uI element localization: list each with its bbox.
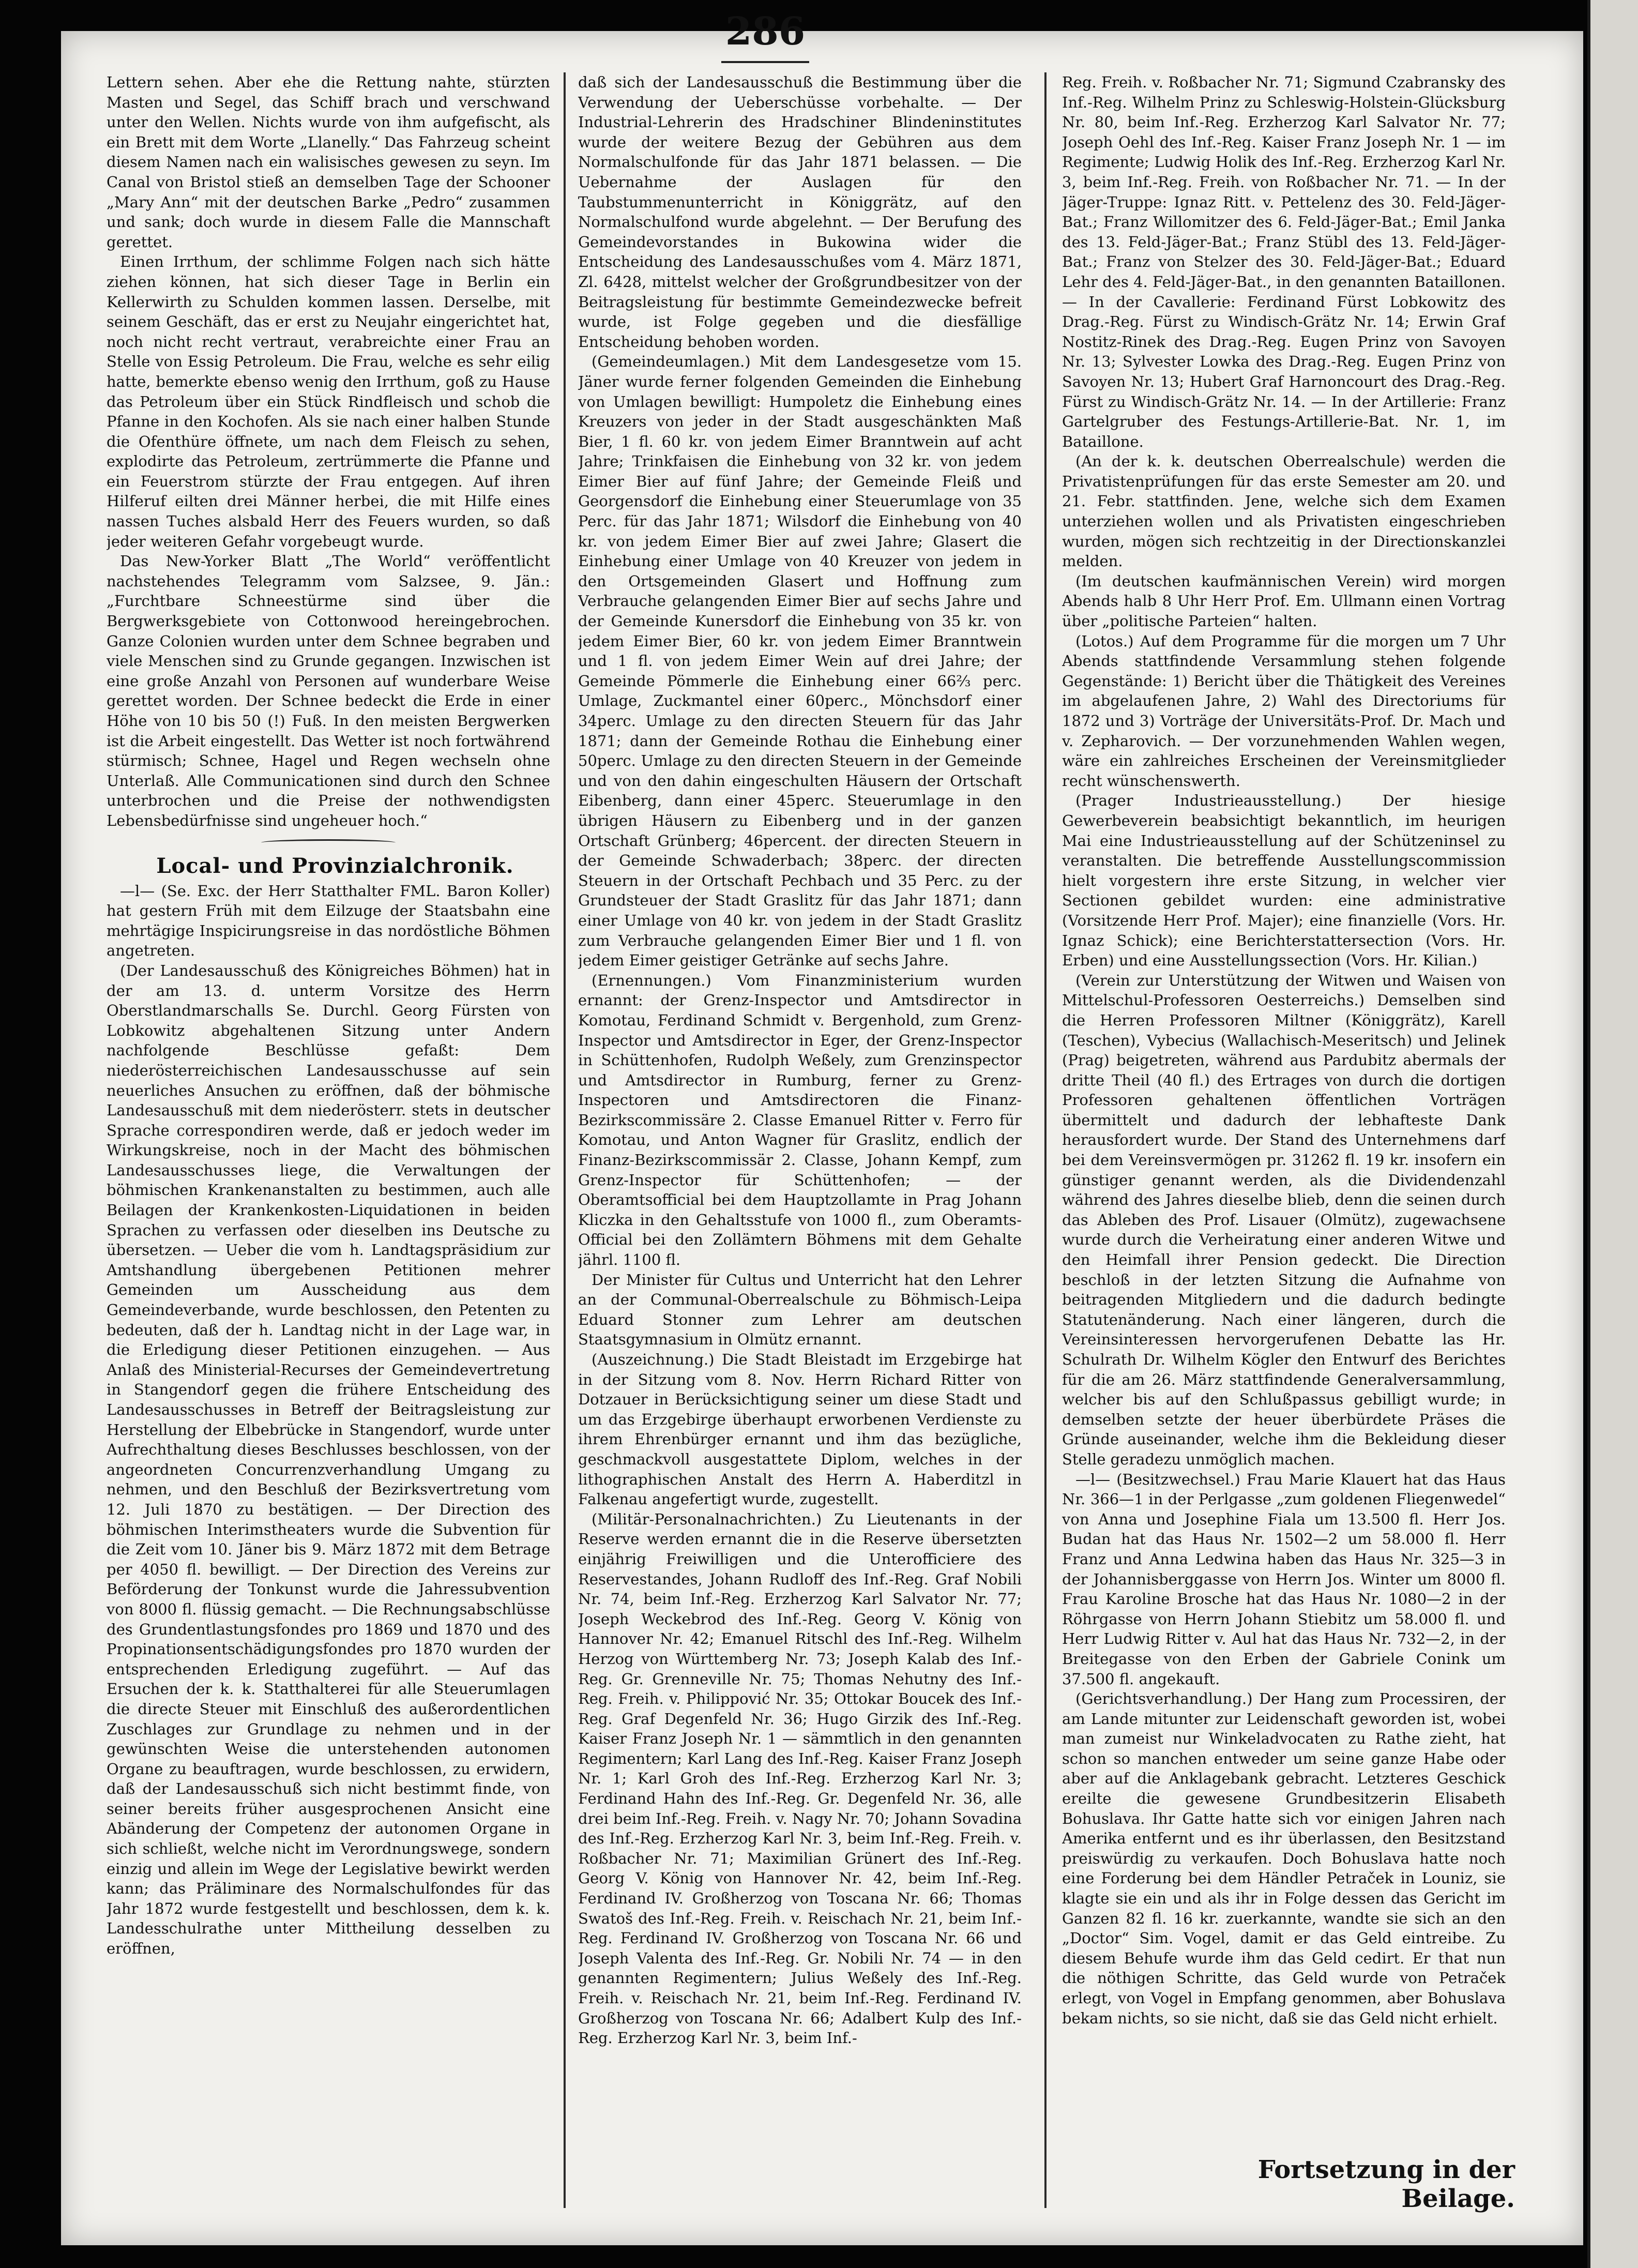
column-1: [107, 72, 550, 2136]
article-paragraph: —l— (Besitzwechsel.) Frau Marie Klauert hat das Haus Nr. 366—1 in der Perlgasse „zum goldenen Fliegenwedel“ von Anna und Josephine Fiala um 13.500 fl. Herr Jos. Budan hat das Haus Nr. 1502—2 um 58.000 fl. Herr Franz und Anna Ledwina haben das Haus Nr. 325—3 in der Johannisberggasse von Herrn Jos. Winter um 8000 fl. Frau Karoline Brosche hat das Haus Nr. 1080—2 in der Röhrgasse von Herrn Johann Stiebitz um 58.000 fl. und Herr Ludwig Ritter v. Aul hat das Haus Nr. 732—2, in der Breitegasse von den Erben der Gabriele Conink um 37.500 fl. angekauft.: [1062, 1470, 1506, 1688]
article-paragraph: (Im deutschen kaufmännischen Verein) wird morgen Abends halb 8 Uhr Herr Prof. Em. Ullmann einen Vortrag über „politische Parteien“ halten.: [1062, 572, 1506, 630]
page-number: 286: [725, 9, 806, 54]
column-3: [1062, 72, 1506, 2136]
article-paragraph: Lettern sehen. Aber ehe die Rettung nahte, stürzten Masten und Segel, das Schiff brach und verschwand unter den Wellen. Nichts wurde von ihm aufgefischt, als ein Brett mit dem Worte „Llanelly.“ Das Fahrzeug scheint diesem Namen nach ein walisisches gewesen zu seyn. Im Canal von Bristol stieß an demselben Tage der Schooner „Mary Ann“ mit der deutschen Barke „Pedro“ zusammen und sank; doch wurde in diesem Falle die Mannschaft gerettet.: [107, 73, 550, 251]
page-number-flourish: [721, 61, 809, 67]
continuation-note: Fortsetzung in der Beilage.: [1257, 2155, 1515, 2213]
article-paragraph: (Gemeindeumlagen.) Mit dem Landesgesetze vom 15. Jäner wurde ferner folgenden Gemeinden die Einhebung von Umlagen bewilligt: Humpoletz die Einhebung eines Kreuzers von jeder in der Stadt ausgeschänkten Maß Bier, 1 fl. 60 kr. von jedem Eimer Branntwein auf acht Jahre; Trinkfaisen die Einhebung von 32 kr. von jedem Eimer Bier auf fünf Jahre; der Gemeinde Fleiß und Georgensdorf die Einhebung einer Steuerumlage von 35 Perc. für das Jahr 1871; Wilsdorf die Einhebung von 40 kr. von jedem Eimer Bier auf zwei Jahre; Glasert die Einhebung einer Umlage von 40 Kreuzer von jedem in den Ortsgemeinden Glasert und Hoffnung zum Verbrauche gelangenden Eimer Bier auf sechs Jahre und der Gemeinde Kunersdorf die Einhebung von 35 kr. von jedem Eimer Bier, 60 kr. von jedem Eimer Branntwein und 1 fl. von jedem Eimer Wein auf drei Jahre; der Gemeinde Pömmerle die Einhebung einer 66⅔ perc. Umlage, Zuckmantel einer 60perc., Mönchsdorf einer 34perc. Umlage zu den directen Steuern für das Jahr 1871; dann der Gemeinde Rothau die Einhebung einer 50perc. Umlage zu den directen Steuern in der Gemeinde und von den dahin eingeschulten Häusern der Ortschaft Eibenberg, dann einer 45perc. Steuerumlage in den übrigen Häusern zu Eibenberg und in der ganzen Ortschaft Grünberg; 46percent. der directen Steuern in der Gemeinde Schwaderbach; 38perc. der directen Steuern in der Ortschaft Pechbach und 35 Perc. zu der Grundsteuer der Stadt Graslitz für das Jahr 1871; dann einer Umlage von 40 kr. von jedem in der Stadt Graslitz zum Verbrauche gelangenden Eimer Bier und 1 fl. von jedem Eimer geistiger Getränke auf sechs Jahre.: [578, 353, 1022, 970]
article-paragraph: Reg. Freih. v. Roßbacher Nr. 71; Sigmund Czabransky des Inf.-Reg. Wilhelm Prinz zu Schleswig-Holstein-Glücksburg Nr. 80, beim Inf.-Reg. Erzherzog Karl Salvator Nr. 77; Joseph Oehl des Inf.-Reg. Kaiser Franz Joseph Nr. 1 — im Regimente; Ludwig Holik des Inf.-Reg. Erzherzog Karl Nr. 3, beim Inf.-Reg. Freih. von Roßbacher Nr. 71. — In der Jäger-Truppe: Ignaz Ritt. v. Pettelenz des 30. Feld-Jäger-Bat.; Franz Willomitzer des 6. Feld-Jäger-Bat.; Emil Janka des 13. Feld-Jäger-Bat.; Franz Stübl des 13. Feld-Jäger-Bat.; Franz von Stelzer des 30. Feld-Jäger-Bat.; Eduard Lehr des 4. Feld-Jäger-Bat., in den genannten Bataillonen. — In der Cavallerie: Ferdinand Fürst Lobkowitz des Drag.-Reg. Fürst zu Windisch-Grätz Nr. 14; Erwin Graf Nostitz-Rinek des Drag.-Reg. Eugen Prinz von Savoyen Nr. 13; Sylvester Lowka des Drag.-Reg. Eugen Prinz von Savoyen Nr. 13; Hubert Graf Harnoncourt des Drag.-Reg. Fürst zu Windisch-Grätz Nr. 14. — In der Artillerie: Franz Gartelgruber des Festungs-Artillerie-Bat. Nr. 1, im Bataillone.: [1062, 73, 1506, 450]
article-paragraph: (Gerichtsverhandlung.) Der Hang zum Processiren, der am Lande mitunter zur Leidenschaft geworden ist, wobei man zumeist nur Winkeladvocaten zu Rathe zieht, hat schon so manchen entweder um seine ganze Habe oder aber auf die Anklagebank gebracht. Letzteres Geschick ereilte die gewesene Grundbesitzerin Elisabeth Bohuslava. Ihr Gatte hatte sich vor einigen Jahren nach Amerika entfernt und es ihr überlassen, den Besitzstand preiswürdig zu verkaufen. Doch Bohuslava hatte noch eine Forderung bei dem Händler Petraček in Louniz, sie klagte sie ein und als ihr in Folge dessen das Gericht im Ganzen 82 fl. 16 kr. zuerkannte, wandte sie sich an den „Doctor“ Sim. Vogel, damit er das Geld eintreibe. Zu diesem Behufe wurde ihm das Geld cedirt. Er that nun die nöthigen Schritte, das Geld wurde von Petraček erlegt, von Vogel in Empfang genommen, aber Bohuslava bekam nichts, so sie nicht, daß sie das Geld nicht erhielt.: [1062, 1690, 1506, 2027]
article-paragraph: —l— (Se. Exc. der Herr Statthalter FML. Baron Koller) hat gestern Früh mit dem Eilzuge der Staatsbahn eine mehrtägige Inspicirungsreise in das nordöstliche Böhmen angetreten.: [107, 882, 550, 960]
article-paragraph: (An der k. k. deutschen Oberrealschule) werden die Privatistenprüfungen für das erste Semester am 20. und 21. Febr. stattfinden. Jene, welche sich dem Examen unterziehen wollen und als Privatisten eingeschrieben wurden, mögen sich rechtzeitig in der Directionskanzlei melden.: [1062, 452, 1506, 570]
article-paragraph: (Auszeichnung.) Die Stadt Bleistadt im Erzgebirge hat in der Sitzung vom 8. Nov. Herrn Richard Ritter von Dotzauer in Berücksichtigung seiner um diese Stadt und um das Erzgebirge überhaupt erworbenen Verdienste zu ihrem Ehrenbürger ernannt und ihm das bezügliche, geschmackvoll ausgestattete Diplom, welches in der lithographischen Anstalt des Herrn A. Haberditzl in Falkenau angefertigt wurde, zugestellt.: [578, 1351, 1022, 1508]
article-paragraph: (Lotos.) Auf dem Programme für die morgen um 7 Uhr Abends stattfindende Versammlung stehen folgende Gegenstände: 1) Bericht über die Thätigkeit des Vereines im abgelaufenen Jahre, 2) Wahl des Directoriums für 1872 und 3) Vorträge der Universitäts-Prof. Dr. Mach und v. Zepharovich. — Der vorzunehmenden Wahlen wegen, wäre ein zahlreiches Erscheinen der Vereinsmitglieder recht wünschenswerth.: [1062, 632, 1506, 790]
article-paragraph: (Der Landesausschuß des Königreiches Böhmen) hat in der am 13. d. unterm Vorsitze des Herrn Oberstlandmarschalls Se. Durchl. Georg Fürsten von Lobkowitz abgehaltenen Sitzung unter Andern nachfolgende Beschlüsse gefaßt: Dem niederösterreichischen Landesausschusse auf sein neuerliches Ansuchen zu eröffnen, daß der böhmische Landesausschuß mit dem niederösterr. stets in deutscher Sprache correspondiren werde, daß er jedoch weder im Wirkungskreise, noch in der Macht des böhmischen Landesausschusses liege, die Verwaltungen der böhmischen Krankenanstalten zu bestimmen, auch alle Beilagen der Krankenkosten-Liquidationen in beiden Sprachen zu verfassen oder dieselben ins Deutsche zu übersetzen. — Ueber die vom h. Landtagspräsidium zur Amtshandlung übergebenen Petitionen mehrer Gemeinden um Ausscheidung aus dem Gemeindeverbande, wurde beschlossen, den Petenten zu bedeuten, daß der h. Landtag nicht in der Lage war, in die Erledigung dieser Petitionen einzugehen. — Aus Anlaß des Ministerial-Recurses der Gemeindevertretung in Stangendorf gegen die frühere Entscheidung des Landesausschusses in Betreff der Beitragsleistung zur Herstellung der Elbebrücke in Stangendorf, wurde unter Aufrechthaltung dieses Beschlusses beschlossen, von der angeordneten Concurrenzverhandlung Umgang zu nehmen, und den Beschluß der Bezirksvertretung vom 12. Juli 1870 zu bestätigen. — Der Direction des böhmischen Interimstheaters wurde die Subvention für die Zeit vom 10. Jäner bis 9. März 1872 mit dem Betrage per 4050 fl. bewilligt. — Der Direction des Vereins zur Beförderung der Tonkunst wurde die Jahressubvention von 8000 fl. flüssig gemacht. — Die Rechnungsabschlüsse des Grundentlastungsfondes pro 1869 und 1870 und des Propinationsentschädigungsfondes pro 1870 wurden der entsprechenden Erledigung zugeführt. — Auf das Ersuchen der k. k. Statthalterei für alle Steuerumlagen die directe Steuer mit Einschluß des außerordentlichen Zuschlages zur Grundlage zu nehmen und in der gewünschten Weise die unterstehenden autonomen Organe zu beauftragen, wurde beschlossen, zu erwidern, daß der Landesausschuß sich nicht bestimmt finde, von seiner bereits früher ausgesprochenen Ansicht eine Abänderung der Competenz der autonomen Organe in sich schließt, welche nicht im Verordnungswege, sondern einzig und allein im Wege der Legislative bewirkt werden kann; das Präliminare des Normalschulfondes für das Jahr 1872 wurde festgestellt und beschlossen, dem k. k. Landesschulrathe unter Mittheilung desselben zu eröffnen,: [107, 961, 550, 1958]
article-paragraph: (Militär-Personalnachrichten.) Zu Lieutenants in der Reserve werden ernannt die in die Reserve übersetzten einjährig Freiwilligen und die Unterofficiere des Reservestandes, Johann Rudloff des Inf.-Reg. Graf Nobili Nr. 74, beim Inf.-Reg. Erzherzog Karl Salvator Nr. 77; Joseph Weckebrod des Inf.-Reg. Georg V. König von Hannover Nr. 42; Emanuel Ritschl des Inf.-Reg. Wilhelm Herzog von Württemberg Nr. 73; Joseph Kalab des Inf.-Reg. Gr. Grenneville Nr. 75; Thomas Nehutny des Inf.-Reg. Freih. v. Philippović Nr. 35; Ottokar Boucek des Inf.-Reg. Graf Degenfeld Nr. 36; Hugo Girzik des Inf.-Reg. Kaiser Franz Joseph Nr. 1 — sämmtlich in den genannten Regimentern; Karl Lang des Inf.-Reg. Kaiser Franz Joseph Nr. 1; Karl Groh des Inf.-Reg. Erzherzog Karl Nr. 3; Ferdinand Hahn des Inf.-Reg. Gr. Degenfeld Nr. 36, alle drei beim Inf.-Reg. Freih. v. Nagy Nr. 70; Johann Sovadina des Inf.-Reg. Erzherzog Karl Nr. 3, beim Inf.-Reg. Freih. v. Roßbacher Nr. 71; Maximilian Grünert des Inf.-Reg. Georg V. König von Hannover Nr. 42, beim Inf.-Reg. Ferdinand IV. Großherzog von Toscana Nr. 66; Thomas Swatoš des Inf.-Reg. Freih. v. Reischach Nr. 21, beim Inf.-Reg. Ferdinand IV. Großherzog von Toscana Nr. 66 und Joseph Valenta des Inf.-Reg. Gr. Nobili Nr. 74 — in den genannten Regimentern; Julius Weßely des Inf.-Reg. Freih. v. Reischach Nr. 21, beim Inf.-Reg. Ferdinand IV. Großherzog von Toscana Nr. 66; Adalbert Kulp des Inf.-Reg. Erzherzog Karl Nr. 3, beim Inf.-: [578, 1510, 1022, 2047]
section-heading: Local- und Provinzialchronik.: [156, 853, 514, 878]
article-paragraph: (Prager Industrieausstellung.) Der hiesige Gewerbeverein beabsichtigt bekanntlich, im heurigen Mai eine Industrieausstellung auf der Schützeninsel zu veranstalten. Die betreffende Ausstellungscommission hielt vorgestern ihre erste Sitzung, in welcher vier Sectionen gebildet wurden: eine administrative (Vorsitzende Herr Prof. Majer); eine finanzielle (Vors. Hr. Ignaz Schick); eine Berichterstattersection (Vors. Hr. Erben) und eine Ausstellungssection (Vors. Hr. Kilian.): [1062, 792, 1506, 970]
column-2: [578, 72, 1022, 2136]
section-ornament: [261, 839, 396, 846]
column-rule: [564, 72, 566, 2208]
article-paragraph: (Verein zur Unterstützung der Witwen und Waisen von Mittelschul-Professoren Oesterreichs.) Demselben sind die Herren Professoren Miltner (Königgrätz), Karell (Teschen), Vybecius (Wallachisch-Meseritsch) und Jelinek (Prag) beigetreten, während aus Pardubitz abermals der dritte Theil (40 fl.) des Ertrages von durch die dortigen Professoren gehaltenen öffentlichen Vorträgen übermittelt und dadurch der lebhafteste Dank herausfordert wurde. Der Stand des Unternehmens darf bei dem Vereinsvermögen pr. 31262 fl. 19 kr. insofern ein günstiger genannt werden, als die Dividendenzahl während des Jahres dieselbe blieb, denn die seinen durch das Ableben des Prof. Lisauer (Olmütz), zugewachsene wurde durch die Verheiratung einer anderen Witwe und den Heimfall ihrer Pension gedeckt. Die Direction beschloß in der letzten Sitzung die Aufnahme von beitragenden Mitgliedern und die dadurch bedingte Statutenänderung. Nach einer längeren, durch die Vereinsinteressen hervorgerufenen Debatte las Hr. Schulrath Dr. Wilhelm Kögler den Entwurf des Berichtes für die am 26. März stattfindende Generalversammlung, welcher bis auf den Schlußpassus gebilligt wurde; in demselben setzte der heuer überbürdete Präses die Gründe auseinander, welche ihm die Bekleidung dieser Stelle geradezu unmöglich machen.: [1062, 971, 1506, 1468]
adjacent-page-edge: [1587, 0, 1638, 2268]
article-paragraph: Der Minister für Cultus und Unterricht hat den Lehrer an der Communal-Oberrealschule zu Böhmisch-Leipa Eduard Stonner zum Lehrer am deutschen Staatsgymnasium in Olmütz ernannt.: [578, 1271, 1022, 1349]
article-paragraph: Einen Irrthum, der schlimme Folgen nach sich hätte ziehen können, hat sich dieser Tage in Berlin ein Kellerwirth zu Schulden kommen lassen. Derselbe, mit seinem Geschäft, das er erst zu Neujahr eingerichtet hat, noch nicht recht vertraut, verabreichte einer Frau an Stelle von Essig Petroleum. Die Frau, welche es sehr eilig hatte, bemerkte ebenso wenig den Irrthum, goß zu Hause das Petroleum über ein Stück Rindfleisch und schob die Pfanne in den Kochofen. Als sie nach einer halben Stunde die Ofenthüre öffnete, um nach dem Fleisch zu sehen, explodirte das Petroleum, zertrümmerte die Pfanne und ein Feuerstrom stürzte der Frau entgegen. Auf ihren Hilferuf eilten drei Männer herbei, die mit Hilfe eines nassen Tuches alsbald Herr des Feuers wurden, so daß jeder weiteren Gefahr vorgebeugt wurde.: [107, 253, 550, 550]
article-paragraph: Das New-Yorker Blatt „The World“ veröffentlicht nachstehendes Telegramm vom Salzsee, 9. Jän.: „Furchtbare Schneestürme sind über die Bergwerksgebiete von Cottonwood hereingebrochen. Ganze Colonien wurden unter dem Schnee begraben und viele Menschen sind zu Grunde gegangen. Inzwischen ist eine große Anzahl von Personen auf wunderbare Weise gerettet worden. Der Schnee bedeckt die Erde in einer Höhe von 10 bis 50 (!) Fuß. In den meisten Bergwerken ist die Arbeit eingestellt. Das Wetter ist noch fortwährend stürmisch; Schnee, Hagel und Regen wechseln ohne Unterlaß. Alle Communicationen sind durch den Schnee unterbrochen und die Preise der nothwendigsten Lebensbedürfnisse sind ungeheuer hoch.“: [107, 552, 550, 829]
article-paragraph: daß sich der Landesausschuß die Bestimmung über die Verwendung der Ueberschüsse vorbehalte. — Der Industrial-Lehrerin des Hradschiner Blindeninstitutes wurde der weitere Bezug der Gebühren aus dem Normalschulfonde für das Jahr 1871 belassen. — Die Uebernahme der Auslagen für den Taubstummenunterricht in Königgrätz, auf den Normalschulfond wurde abgelehnt. — Der Berufung des Gemeindevorstandes in Bukowina wider die Entscheidung des Landesausschußes vom 4. März 1871, Zl. 6428, mittelst welcher der Großgrundbesitzer von der Beitragsleistung für bestimmte Gemeindezwecke befreit wurde, ist Folge gegeben und die diesfällige Entscheidung behoben worden.: [578, 73, 1022, 351]
column-rule: [1044, 72, 1046, 2208]
article-paragraph: (Ernennungen.) Vom Finanzministerium wurden ernannt: der Grenz-Inspector und Amtsdirector in Komotau, Ferdinand Schmidt v. Bergenhold, zum Grenz-Inspector und Amtsdirector in Eger, der Grenz-Inspector in Schüttenhofen, Rudolph Weßely, zum Grenzinspector und Amtsdirector in Rumburg, ferner zu Grenz-Inspectoren und Amtsdirectoren die Finanz-Bezirkscommissäre 2. Classe Emanuel Ritter v. Ferro für Komotau, und Anton Wagner für Graslitz, endlich der Finanz-Bezirkscommissär 2. Classe, Johann Kempf, zum Grenz-Inspector für Schüttenhofen; — der Oberamtsofficial bei dem Hauptzollamte in Prag Johann Kliczka in den Gehaltsstufe von 1000 fl., zum Oberamts-Official bei den Zollämtern Böhmens mit dem Gehalte jährl. 1100 fl.: [578, 971, 1022, 1269]
